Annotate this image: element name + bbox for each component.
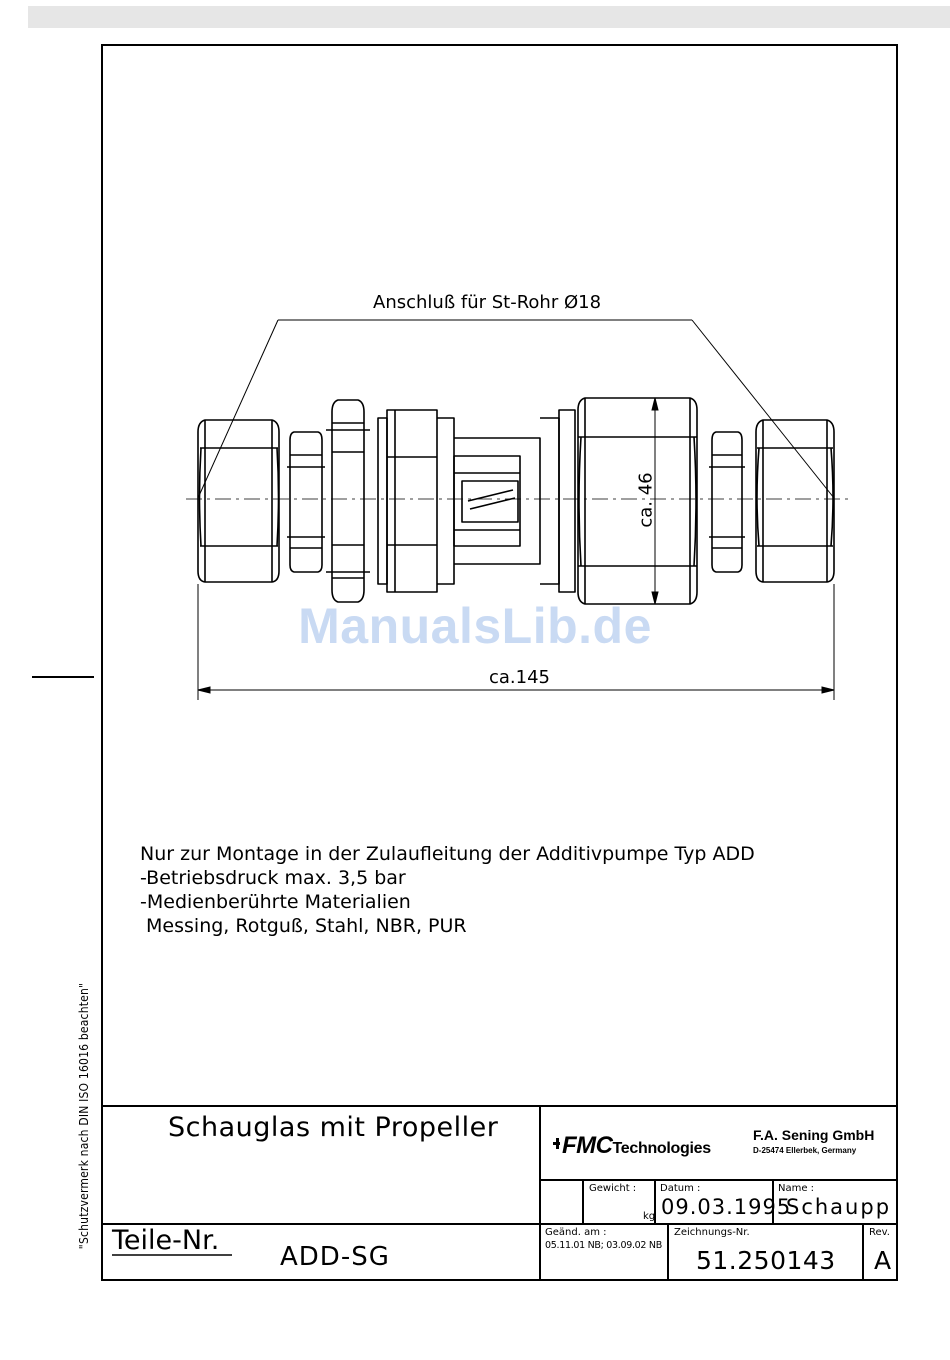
company-address: D-25474 Ellerbek, Germany xyxy=(753,1146,857,1155)
note-line: -Betriebsdruck max. 3,5 bar xyxy=(140,867,406,889)
part-number-value: ADD-SG xyxy=(280,1242,390,1272)
fmc-logo-text: FMC xyxy=(562,1132,613,1159)
drawing-number-value: 51.250143 xyxy=(696,1246,836,1275)
changed-value: 05.11.01 NB; 03.09.02 NB xyxy=(545,1240,662,1251)
revision-label: Rev. xyxy=(869,1227,890,1238)
company-name: F.A. Sening GmbH xyxy=(753,1127,875,1143)
changed-label: Geänd. am : xyxy=(545,1227,607,1238)
drawing-number-label: Zeichnungs-Nr. xyxy=(674,1227,750,1238)
callout-leader xyxy=(198,320,834,498)
weight-label: Gewicht : xyxy=(589,1183,637,1194)
watermark: ManualsLib.de xyxy=(298,598,652,654)
left-union-nut xyxy=(198,420,279,582)
height-dimension-label: ca. 46 xyxy=(635,472,657,528)
connection-callout: Anschluß für St-Rohr Ø18 xyxy=(373,292,602,313)
note-line: Messing, Rotguß, Stahl, NBR, PUR xyxy=(140,915,467,937)
left-small-nut xyxy=(287,432,325,572)
left-hex-body xyxy=(326,400,370,602)
part-number-label: Teile-Nr. xyxy=(112,1225,220,1256)
note-line: -Medienberührte Materialien xyxy=(140,891,411,913)
name-label: Name : xyxy=(778,1183,815,1194)
drawing-notes xyxy=(140,842,755,938)
revision-value: A xyxy=(874,1246,892,1275)
fmc-logo xyxy=(562,1132,711,1160)
technologies-logo-text: Technologies xyxy=(612,1140,711,1157)
drawing-title: Schauglas mit Propeller xyxy=(168,1112,499,1143)
weight-unit: kg xyxy=(643,1211,656,1222)
length-dimension-label: ca.145 xyxy=(489,667,551,688)
date-value: 09.03.1995 xyxy=(661,1195,792,1219)
right-small-nut xyxy=(709,432,745,572)
protection-notice: "Schutzvermerk nach DIN ISO 16016 beachten" xyxy=(77,982,91,1250)
note-line: Nur zur Montage in der Zulaufleitung der Additivpumpe Typ ADD xyxy=(140,843,755,865)
date-label: Datum : xyxy=(660,1183,701,1194)
right-union-nut xyxy=(756,420,834,582)
name-value: Schaupp xyxy=(786,1195,892,1219)
glass-housing xyxy=(378,410,575,592)
fmc-logo-mark xyxy=(553,1138,560,1149)
